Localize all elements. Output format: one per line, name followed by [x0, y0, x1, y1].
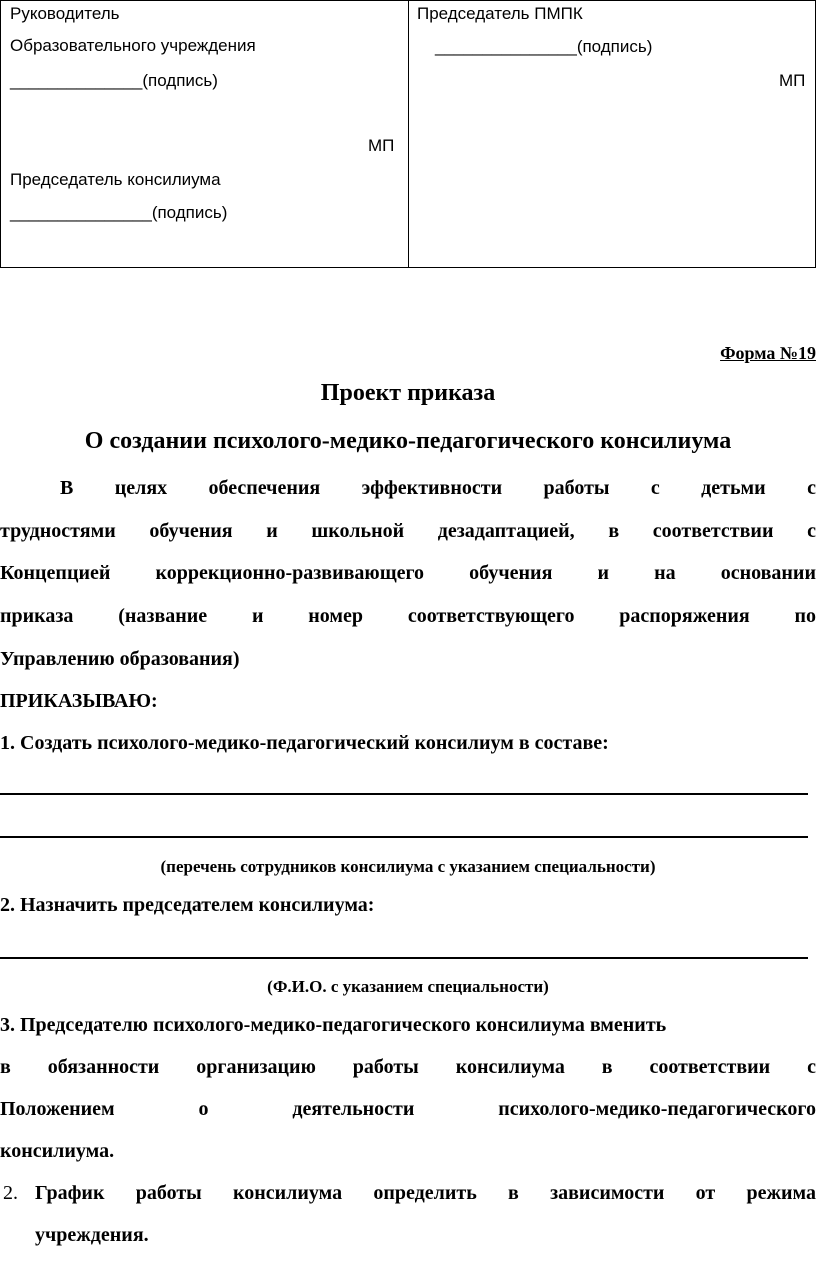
item-3-line-1: 3. Председателю психолого-медико-педагогического консилиума вменить	[0, 1014, 667, 1036]
council-chair-signature-line: _______________(подпись)	[10, 203, 228, 222]
item-1-note: (перечень сотрудников консилиума с указанием специальности)	[160, 857, 656, 876]
intro-line-3: Концепцией коррекционно-развивающего обучения и на основании	[0, 562, 816, 584]
fill-in-line-2	[0, 836, 808, 838]
item-2: 2. Назначить председателем консилиума:	[0, 894, 375, 916]
intro-line-1: В целях обеспечения эффективности работы с детьми с	[60, 477, 816, 499]
council-chair-title: Председатель консилиума	[10, 170, 221, 189]
intro-line-4: приказа (название и номер соответствующего распоряжения по	[0, 605, 816, 627]
item-2-note: (Ф.И.О. с указанием специальности)	[267, 977, 549, 996]
item-4-line-1: График работы консилиума определить в зависимости от режима	[35, 1182, 816, 1204]
signature-cell-left	[1, 1, 409, 267]
item-3-line-4: консилиума.	[0, 1140, 115, 1162]
order-word: ПРИКАЗЫВАЮ:	[0, 690, 158, 712]
institution-label: Образовательного учреждения	[10, 36, 256, 55]
fill-in-line-3	[0, 957, 808, 959]
pmpk-chair-signature-line: _______________(подпись)	[435, 37, 653, 56]
document-title: Проект приказа	[320, 380, 496, 406]
intro-line-2: трудностями обучения и школьной дезадаптацией, в соответствии с	[0, 520, 816, 542]
head-title: Руководитель	[10, 4, 120, 23]
fill-in-line-1	[0, 793, 808, 795]
item-3-line-3: Положением о деятельности психолого-медико-педагогического	[0, 1098, 816, 1120]
head-signature-line: ______________(подпись)	[10, 71, 218, 90]
stamp-placeholder-left: МП	[368, 136, 395, 155]
document-subtitle: О создании психолого-медико-педагогического консилиума	[84, 428, 732, 454]
item-4-line-2: учреждения.	[35, 1224, 149, 1246]
signature-cell-right	[409, 1, 815, 267]
pmpk-chair-title: Председатель ПМПК	[417, 4, 583, 23]
item-4-number: 2.	[3, 1182, 18, 1204]
item-3-line-2: в обязанности организацию работы консилиума в соответствии с	[0, 1056, 816, 1078]
form-number: Форма №19	[720, 343, 816, 363]
item-1: 1. Создать психолого-медико-педагогический консилиум в составе:	[0, 732, 609, 754]
stamp-placeholder-right: МП	[779, 71, 806, 90]
signature-table	[0, 0, 816, 268]
intro-line-5: Управлению образования)	[0, 648, 240, 670]
